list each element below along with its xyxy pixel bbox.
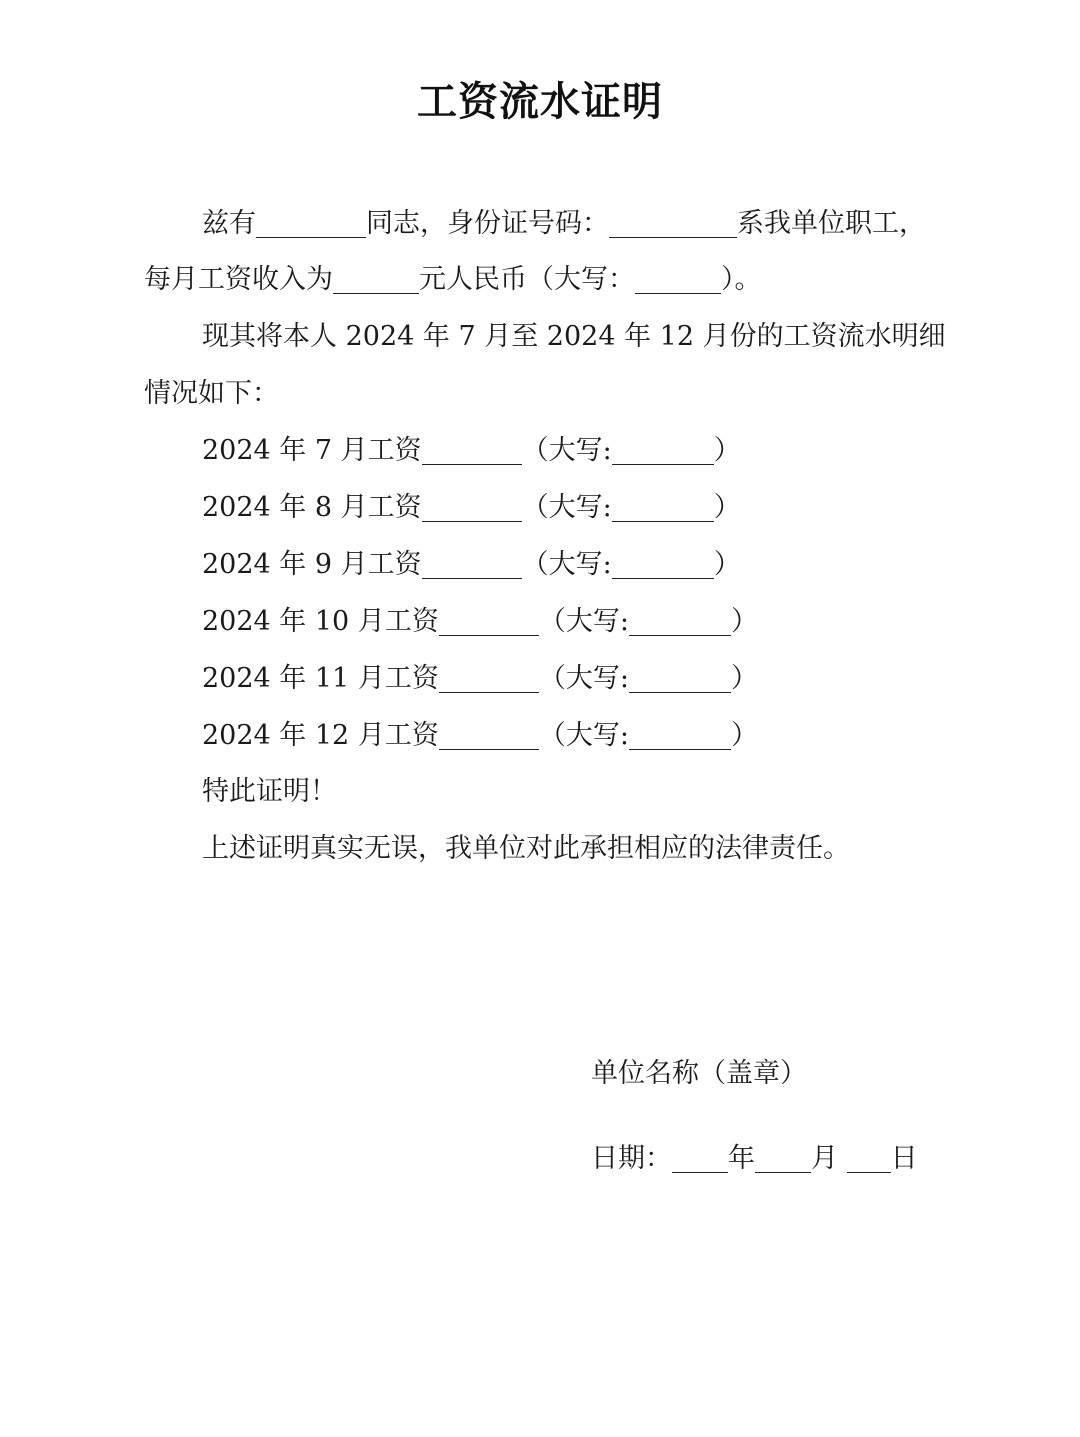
salary-amount-blank[interactable] <box>439 662 539 693</box>
salary-capital-open: （大写: <box>521 492 612 523</box>
salary-capital-close: ） <box>730 606 758 637</box>
salary-capital-close: ） <box>713 435 741 466</box>
salary-capital-close: ） <box>730 720 758 751</box>
salary-row-label: 2024 年 9 月工资 <box>202 549 422 580</box>
date-day-blank[interactable] <box>847 1142 891 1173</box>
salary-capital-open: （大写: <box>538 663 629 694</box>
salary-amount-blank[interactable] <box>439 605 539 636</box>
salary-capital-blank[interactable] <box>612 491 714 522</box>
salary-amount-blank[interactable] <box>422 548 522 579</box>
salary-row-label: 2024 年 8 月工资 <box>202 492 422 523</box>
date-year-unit: 年 <box>728 1143 755 1174</box>
salary-capital-blank[interactable] <box>629 662 731 693</box>
intro-line-4 <box>144 374 279 414</box>
date-label: 日期： <box>591 1143 672 1174</box>
salary-capital-open: （大写: <box>521 435 612 466</box>
monthly-income-capital-blank[interactable] <box>635 263 721 294</box>
salary-row-label: 2024 年 10 月工资 <box>202 606 439 637</box>
certify-line: 特此证明！ <box>202 776 337 807</box>
intro-text: 现其将本人 2024 年 7 月至 2024 年 12 月份的工资流水明细 <box>202 321 946 352</box>
salary-amount-blank[interactable] <box>439 719 539 750</box>
salary-capital-open: （大写: <box>521 549 612 580</box>
salary-capital-close: ） <box>713 492 741 523</box>
intro-text: 系我单位职工， <box>737 208 926 239</box>
salary-capital-blank[interactable] <box>629 605 731 636</box>
salary-row-label: 2024 年 7 月工资 <box>202 435 422 466</box>
salary-capital-blank[interactable] <box>629 719 731 750</box>
statement-line: 上述证明真实无误，我单位对此承担相应的法律责任。 <box>202 833 850 864</box>
id-number-blank[interactable] <box>609 207 737 238</box>
salary-row <box>202 545 741 585</box>
intro-line-2 <box>144 260 762 300</box>
monthly-income-blank[interactable] <box>333 263 419 294</box>
intro-text: 元人民币（大写： <box>419 264 635 295</box>
intro-text: 同志，身份证号码： <box>366 208 609 239</box>
salary-row <box>202 431 741 471</box>
date-line <box>591 1139 918 1179</box>
intro-line-3 <box>202 317 946 357</box>
salary-capital-blank[interactable] <box>612 434 714 465</box>
salary-row <box>202 602 758 642</box>
date-year-blank[interactable] <box>672 1142 728 1173</box>
salary-capital-open: （大写: <box>538 606 629 637</box>
salary-capital-open: （大写: <box>538 720 629 751</box>
salary-amount-blank[interactable] <box>422 434 522 465</box>
date-month-blank[interactable] <box>755 1142 811 1173</box>
intro-text: ）。 <box>721 264 762 295</box>
salary-capital-close: ） <box>713 549 741 580</box>
salary-capital-close: ） <box>730 663 758 694</box>
document-title: 工资流水证明 <box>417 78 663 125</box>
salary-row <box>202 659 758 699</box>
salary-capital-blank[interactable] <box>612 548 714 579</box>
salary-amount-blank[interactable] <box>422 491 522 522</box>
salary-row-label: 2024 年 12 月工资 <box>202 720 439 751</box>
unit-name-stamp-label: 单位名称（盖章） <box>591 1058 807 1089</box>
intro-text: 兹有 <box>202 208 256 239</box>
salary-row <box>202 488 741 528</box>
intro-line-1 <box>202 204 926 244</box>
intro-text: 每月工资收入为 <box>144 264 333 295</box>
name-blank[interactable] <box>256 207 366 238</box>
date-month-unit: 月 <box>811 1143 838 1174</box>
salary-row-label: 2024 年 11 月工资 <box>202 663 439 694</box>
date-day-unit: 日 <box>890 1143 918 1174</box>
intro-text: 情况如下： <box>144 378 279 409</box>
salary-row <box>202 716 758 756</box>
